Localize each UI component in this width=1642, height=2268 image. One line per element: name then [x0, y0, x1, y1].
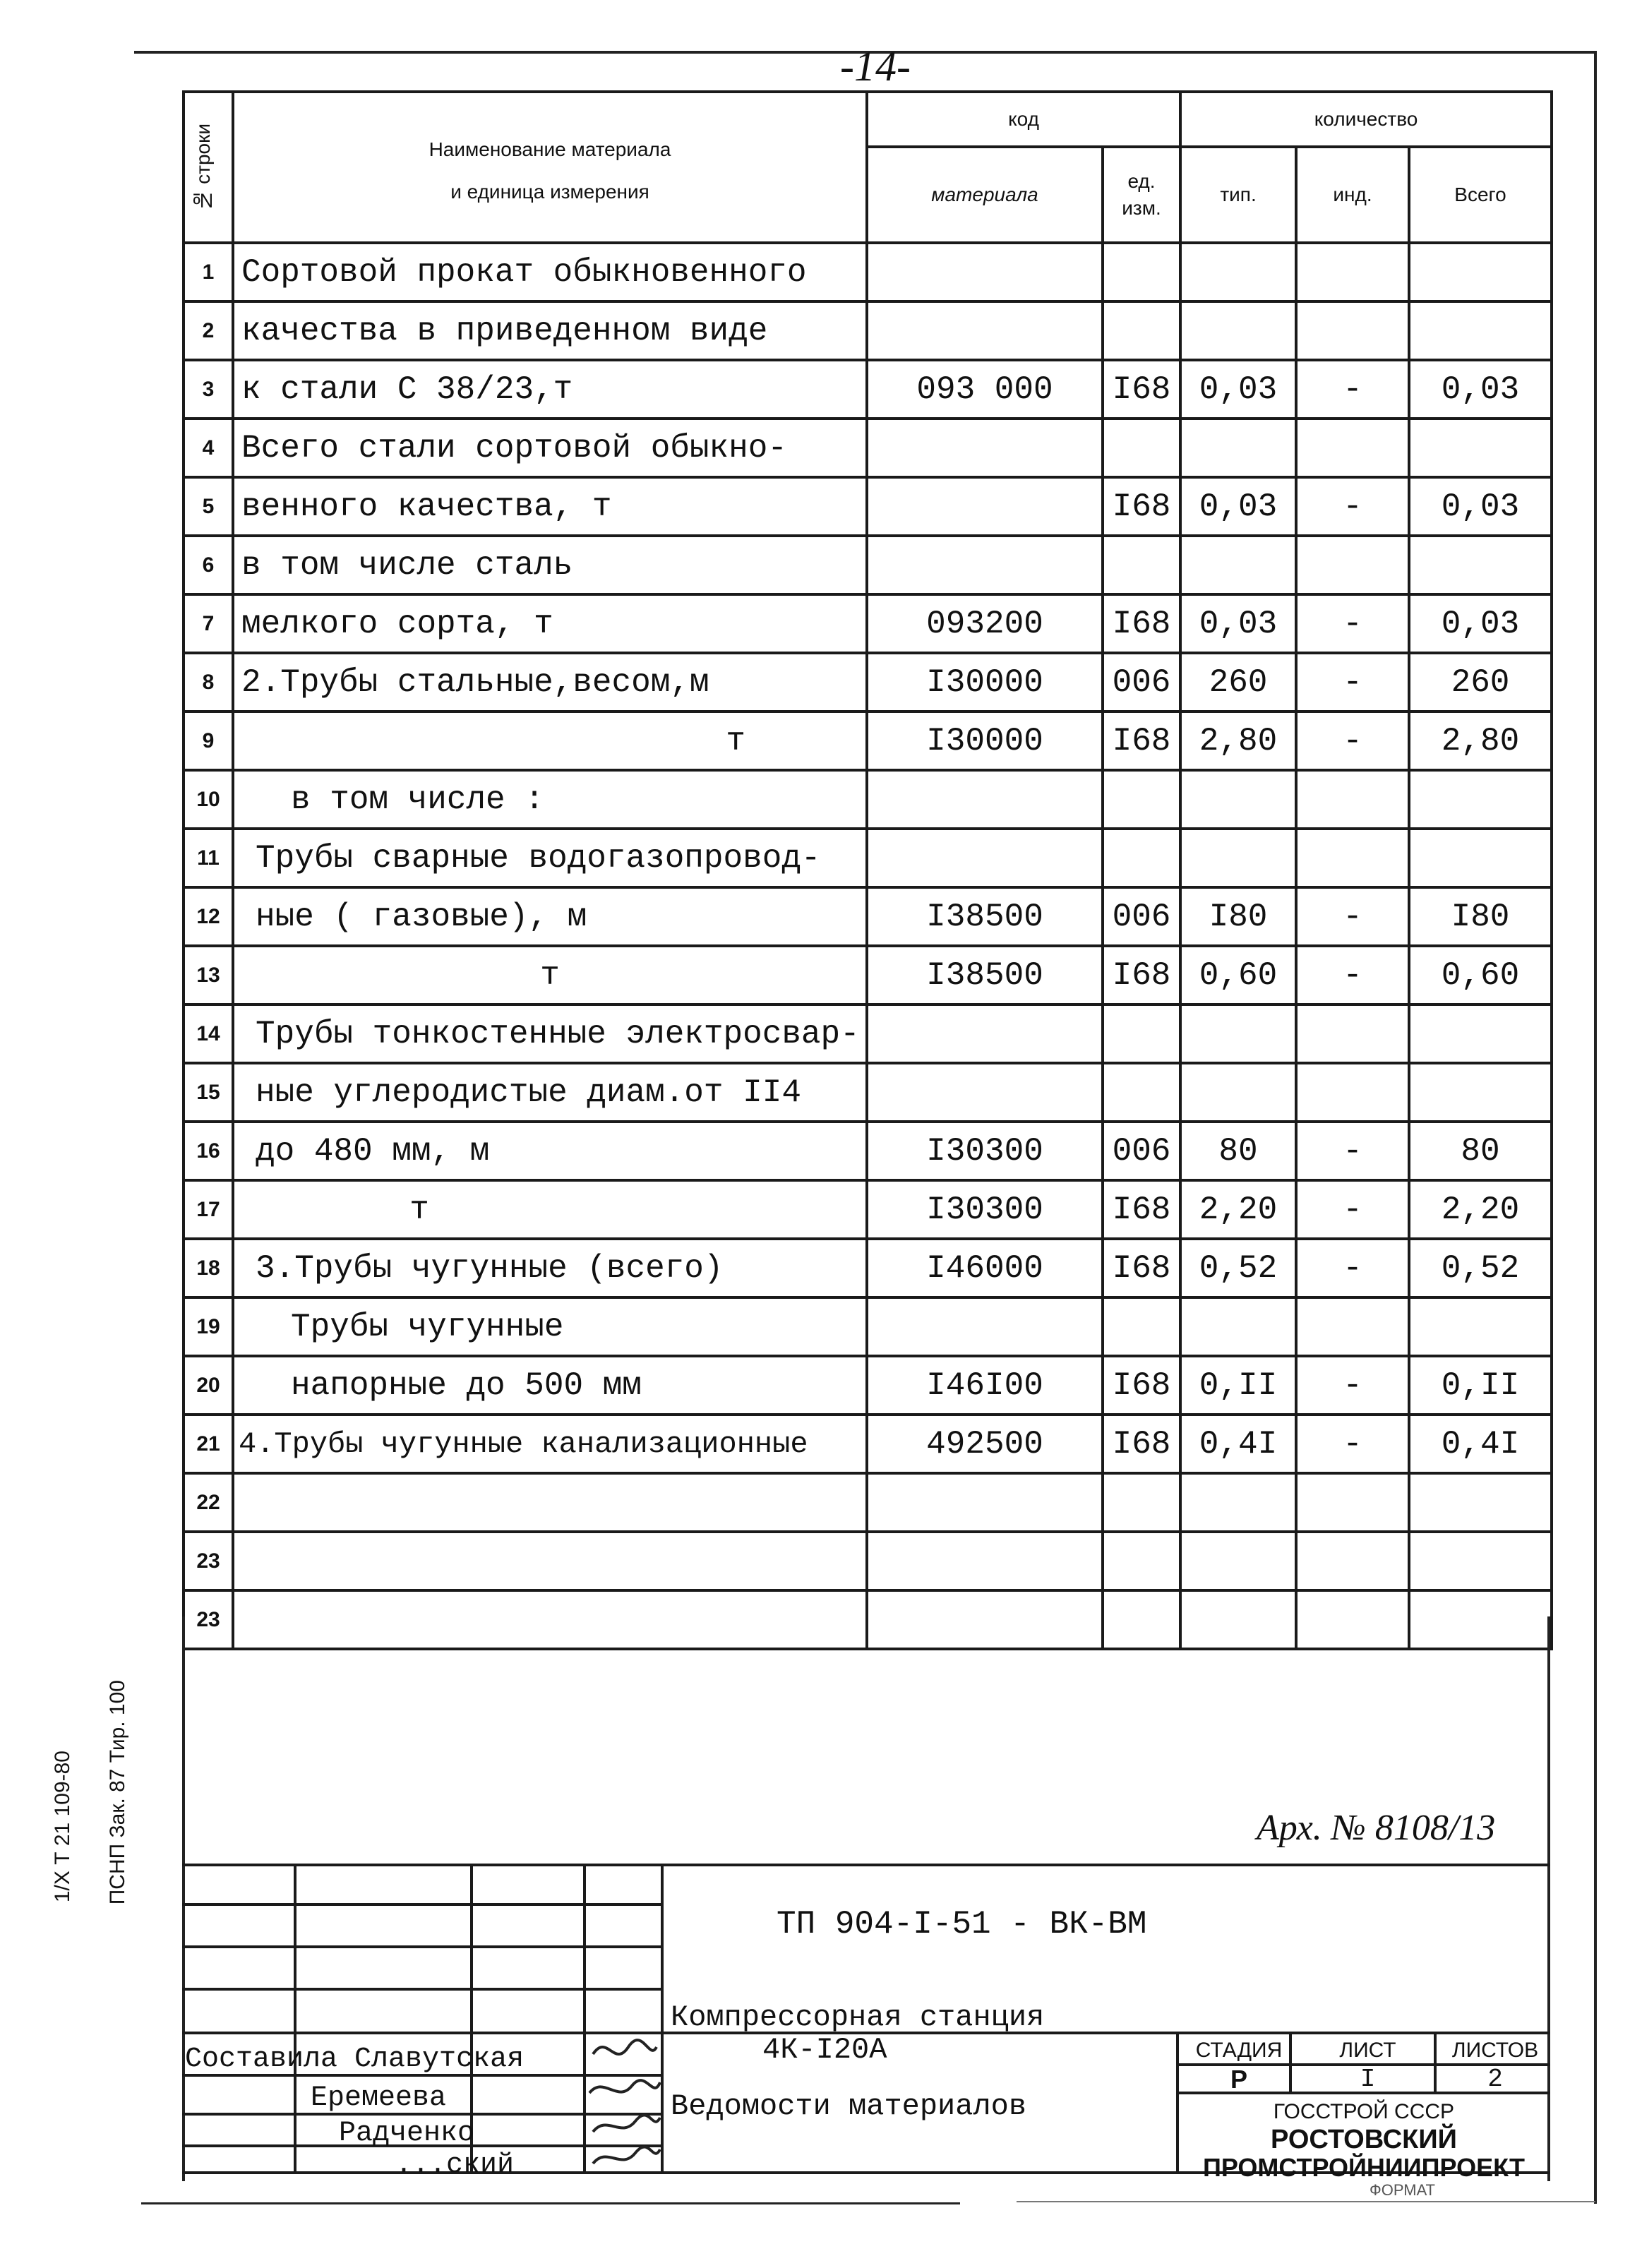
- table-row: 22: [184, 1473, 1552, 1532]
- table-cell-name: [233, 1590, 867, 1649]
- person-3: Радченко: [339, 2118, 475, 2149]
- doc-code: ТП 904-I-51 - ВК-ВМ: [777, 1906, 1147, 1943]
- header-qty-group: количество: [1180, 92, 1552, 147]
- table-row: 10 в том числе :: [184, 770, 1552, 829]
- header-code-group: код: [867, 92, 1180, 147]
- bottom-rule-right: [1017, 2201, 1595, 2202]
- table-row: 11 Трубы сварные водогазопровод-: [184, 829, 1552, 887]
- table-row: 9 т I30000 I68 2,80 - 2,80: [184, 712, 1552, 770]
- person-2: Еремеева: [311, 2082, 447, 2114]
- table-row: 17 т I30300 I68 2,20 - 2,20: [184, 1180, 1552, 1239]
- table-row: 15 ные углеродистые диам.от II4: [184, 1063, 1552, 1122]
- org-line1: ГОССТРОЙ СССР: [1273, 2100, 1455, 2123]
- table-row: 4 Всего стали сортовой обыкно-: [184, 419, 1552, 477]
- table-row: 23: [184, 1532, 1552, 1590]
- table-row: 18 3.Трубы чугунные (всего) I46000 I68 0,52 - 0,52: [184, 1239, 1552, 1297]
- right-frame-line: [1594, 51, 1597, 2204]
- table-row: 8 2.Трубы стальные,весом,м I30000 006 260 - 260: [184, 653, 1552, 712]
- header-name-line2: и единица измерения: [450, 181, 649, 203]
- table-row: 6 в том числе сталь: [184, 536, 1552, 594]
- signatures: [586, 2033, 664, 2174]
- table-cell-typ: [1180, 1590, 1296, 1649]
- table-row: 12 ные ( газовые), м I38500 006 I80 - I80: [184, 887, 1552, 946]
- format-label: ФОРМАТ: [1370, 2181, 1435, 2199]
- table-row: 7 мелкого сорта, т 093200 I68 0,03 - 0,03: [184, 594, 1552, 653]
- header-material: материала: [867, 147, 1103, 243]
- sheet-label: ЛИСТ: [1339, 2039, 1396, 2062]
- table-cell-n: 23: [184, 1590, 233, 1649]
- stage-label: СТАДИЯ: [1195, 2039, 1283, 2062]
- table-row: 1 Сортовой прокат обыкновенного: [184, 243, 1552, 301]
- table-row: 14 Трубы тонкостенные электросвар-: [184, 1004, 1552, 1063]
- table-row: 3 к стали С 38/23,т 093 000 I68 0,03 - 0,03: [184, 360, 1552, 419]
- table-cell-ind: [1296, 1590, 1409, 1649]
- table-row: 2 качества в приведенном виде: [184, 301, 1552, 360]
- table-cell-code: [867, 1590, 1103, 1649]
- drawing-subtitle: Ведомости материалов: [671, 2089, 1027, 2123]
- drawing-title-line1: Компрессорная станция: [671, 2000, 1045, 2034]
- header-unit: ед. изм.: [1103, 147, 1180, 243]
- header-row-no: № строки: [184, 92, 233, 243]
- table-row: 20 напорные до 500 мм I46I00 I68 0,II - 0,II: [184, 1356, 1552, 1415]
- table-row: [184, 1590, 1552, 1649]
- stage-value: Р: [1230, 2065, 1247, 2094]
- side-print-2: ПСНП Зак. 87 Тир. 100: [106, 1680, 129, 1905]
- header-ind: инд.: [1296, 147, 1409, 243]
- table-row: 19 Трубы чугунные: [184, 1297, 1552, 1356]
- org-line3: ПРОМСТРОЙНИИПРОЕКТ: [1203, 2153, 1525, 2182]
- side-print-1: 1/Х Т 21 109-80: [51, 1751, 74, 1903]
- page-number: -14-: [840, 43, 911, 90]
- drawing-title-line2: 4К-I20А: [762, 2033, 887, 2067]
- table-cell-unit: [1103, 1590, 1180, 1649]
- materials-table: [182, 90, 1553, 1650]
- sheet-value: I: [1360, 2065, 1376, 2094]
- archive-note: Арх. № 8108/13: [1257, 1808, 1496, 1848]
- header-name: [233, 92, 867, 243]
- sheets-value: 2: [1487, 2065, 1503, 2094]
- sheets-label: ЛИСТОВ: [1451, 2039, 1539, 2062]
- table-cell-total: [1409, 1590, 1552, 1649]
- person-4: ...ский: [395, 2149, 515, 2181]
- header-name-line1: Наименование материала: [429, 138, 671, 160]
- table-row: 5 венного качества, т I68 0,03 - 0,03: [184, 477, 1552, 536]
- table-row: 16 до 480 мм, м I30300 006 80 - 80: [184, 1122, 1552, 1180]
- person-1: Составила Славутская: [185, 2044, 525, 2075]
- header-total: Всего: [1409, 147, 1552, 243]
- header-typ: тип.: [1180, 147, 1296, 243]
- table-row: 13 т I38500 I68 0,60 - 0,60: [184, 946, 1552, 1004]
- bottom-rule: [141, 2202, 960, 2204]
- org-line2: РОСТОВСКИЙ: [1271, 2125, 1457, 2154]
- drawing-title: [671, 2001, 1044, 2066]
- table-row: 21 4.Трубы чугунные канализационные 492500 I68 0,4I - 0,4I: [184, 1415, 1552, 1473]
